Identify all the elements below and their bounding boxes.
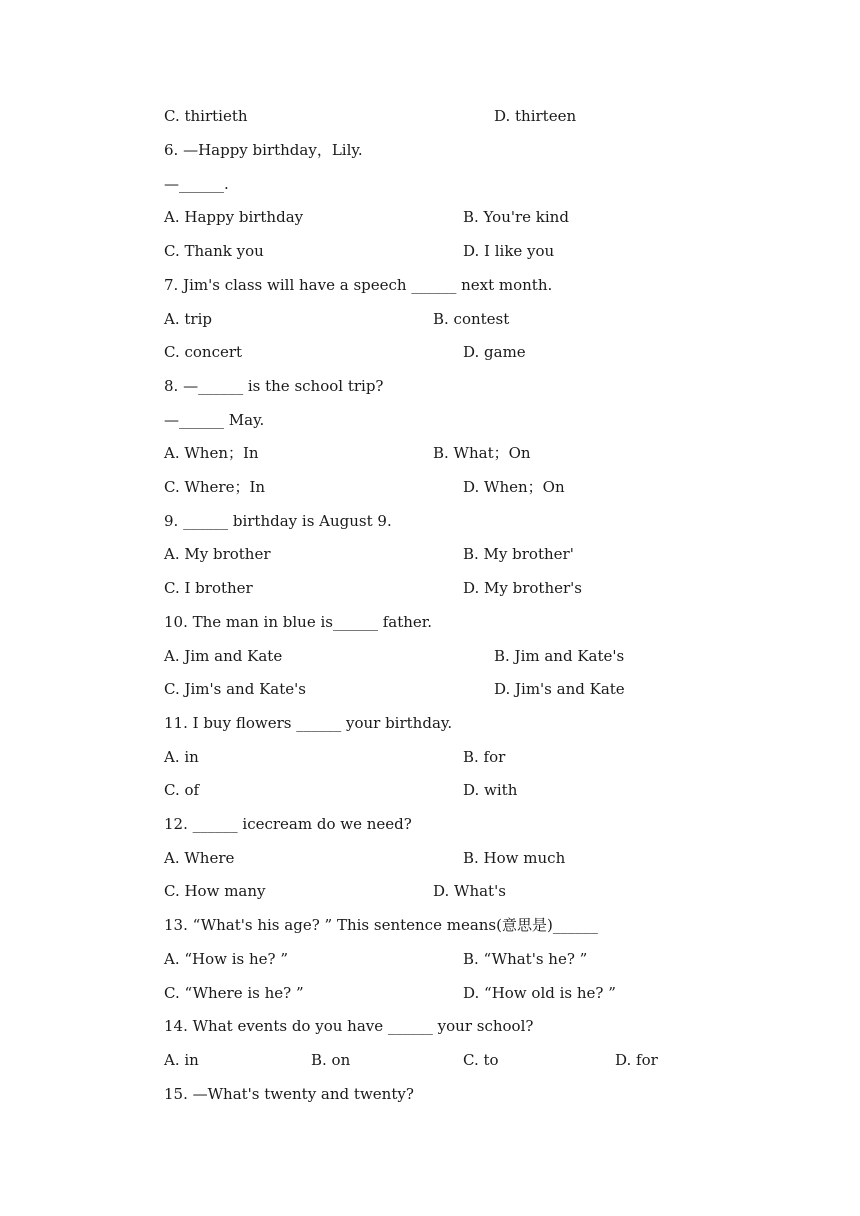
- q10-options-row-2: [0, 679, 625, 699]
- question-text: 7. Jim's class will have a speech ______ next month.: [164, 276, 553, 294]
- q14-option-a: A. in: [164, 1051, 199, 1069]
- question-text: 11. I buy flowers ______ your birthday.: [164, 714, 453, 732]
- q7-options-row-1: [0, 309, 510, 329]
- q9-options-row-1: [0, 544, 574, 564]
- q7-stem: [0, 275, 553, 295]
- q8-stem: [0, 376, 384, 396]
- answer-blank: —______.: [164, 175, 229, 193]
- q5-options-row: [0, 106, 577, 126]
- q7-option-c: C. concert: [164, 343, 243, 361]
- q15-stem: [0, 1084, 414, 1104]
- q11-option-a: A. in: [164, 748, 199, 766]
- q12-option-d: D. What's: [433, 882, 506, 900]
- q8-option-a: A. When；In: [164, 444, 259, 462]
- q10-option-c: C. Jim's and Kate's: [164, 680, 306, 698]
- q9-option-c: C. I brother: [164, 579, 253, 597]
- q8-options-row-2: [0, 477, 565, 497]
- q11-stem: [0, 713, 453, 733]
- question-text: 14. What events do you have ______ your school?: [164, 1017, 534, 1035]
- q14-option-c: C. to: [463, 1051, 499, 1069]
- q6-option-d: D. I like you: [463, 242, 555, 260]
- q11-option-c: C. of: [164, 781, 200, 799]
- q7-options-row-2: [0, 342, 526, 362]
- question-text: 12. ______ icecream do we need?: [164, 815, 412, 833]
- q6-option-a: A. Happy birthday: [164, 208, 304, 226]
- q9-options-row-2: [0, 578, 582, 598]
- q11-options-row-1: [0, 747, 506, 767]
- q13-options-row-1: [0, 949, 588, 969]
- answer-blank: —______ May.: [164, 411, 265, 429]
- q6-options-row-1: [0, 207, 569, 227]
- q13-option-a: A. “How is he? ”: [164, 950, 289, 968]
- q13-option-b: B. “What's he? ”: [463, 950, 588, 968]
- q8-option-b: B. What；On: [433, 444, 531, 462]
- q12-options-row-2: [0, 881, 506, 901]
- q8-option-d: D. When；On: [463, 478, 565, 496]
- question-text: 10. The man in blue is______ father.: [164, 613, 433, 631]
- q9-option-a: A. My brother: [164, 545, 271, 563]
- q7-option-a: A. trip: [164, 310, 212, 328]
- q14-options-row: [0, 1050, 658, 1070]
- question-text: 6. —Happy birthday，Lily.: [164, 141, 363, 159]
- q9-option-d: D. My brother's: [463, 579, 582, 597]
- q14-option-d: D. for: [615, 1051, 658, 1069]
- q9-stem: [0, 511, 392, 531]
- question-text: 13. “What's his age? ” This sentence means(意思是)______: [164, 916, 598, 934]
- q6-option-c: C. Thank you: [164, 242, 264, 260]
- q11-option-d: D. with: [463, 781, 518, 799]
- q13-option-c: C. “Where is he? ”: [164, 984, 304, 1002]
- question-text: 15. —What's twenty and twenty?: [164, 1085, 414, 1103]
- q10-options-row-1: [0, 646, 625, 666]
- q6-stem: [0, 140, 363, 160]
- q13-stem: [0, 915, 598, 935]
- q14-option-b: B. on: [311, 1051, 351, 1069]
- q11-options-row-2: [0, 780, 518, 800]
- q10-option-d: D. Jim's and Kate: [494, 680, 625, 698]
- q5-option-d: D. thirteen: [494, 107, 577, 125]
- q7-option-b: B. contest: [433, 310, 510, 328]
- q10-stem: [0, 612, 433, 632]
- q14-stem: [0, 1016, 534, 1036]
- q13-option-d: D. “How old is he? ”: [463, 984, 616, 1002]
- q12-option-a: A. Where: [164, 849, 235, 867]
- q11-option-b: B. for: [463, 748, 506, 766]
- q13-options-row-2: [0, 983, 616, 1003]
- q8-option-c: C. Where；In: [164, 478, 266, 496]
- q6-option-b: B. You're kind: [463, 208, 569, 226]
- q12-option-b: B. How much: [463, 849, 566, 867]
- q10-option-a: A. Jim and Kate: [164, 647, 283, 665]
- q5-option-c: C. thirtieth: [164, 107, 248, 125]
- q10-option-b: B. Jim and Kate's: [494, 647, 625, 665]
- q9-option-b: B. My brother': [463, 545, 574, 563]
- q12-options-row-1: [0, 848, 566, 868]
- q7-option-d: D. game: [463, 343, 526, 361]
- question-text: 9. ______ birthday is August 9.: [164, 512, 392, 530]
- q8-answer-line: [0, 410, 265, 430]
- q6-options-row-2: [0, 241, 555, 261]
- question-text: 8. —______ is the school trip?: [164, 377, 384, 395]
- q12-stem: [0, 814, 412, 834]
- q6-answer-line: [0, 174, 229, 194]
- q8-options-row-1: [0, 443, 531, 463]
- q12-option-c: C. How many: [164, 882, 266, 900]
